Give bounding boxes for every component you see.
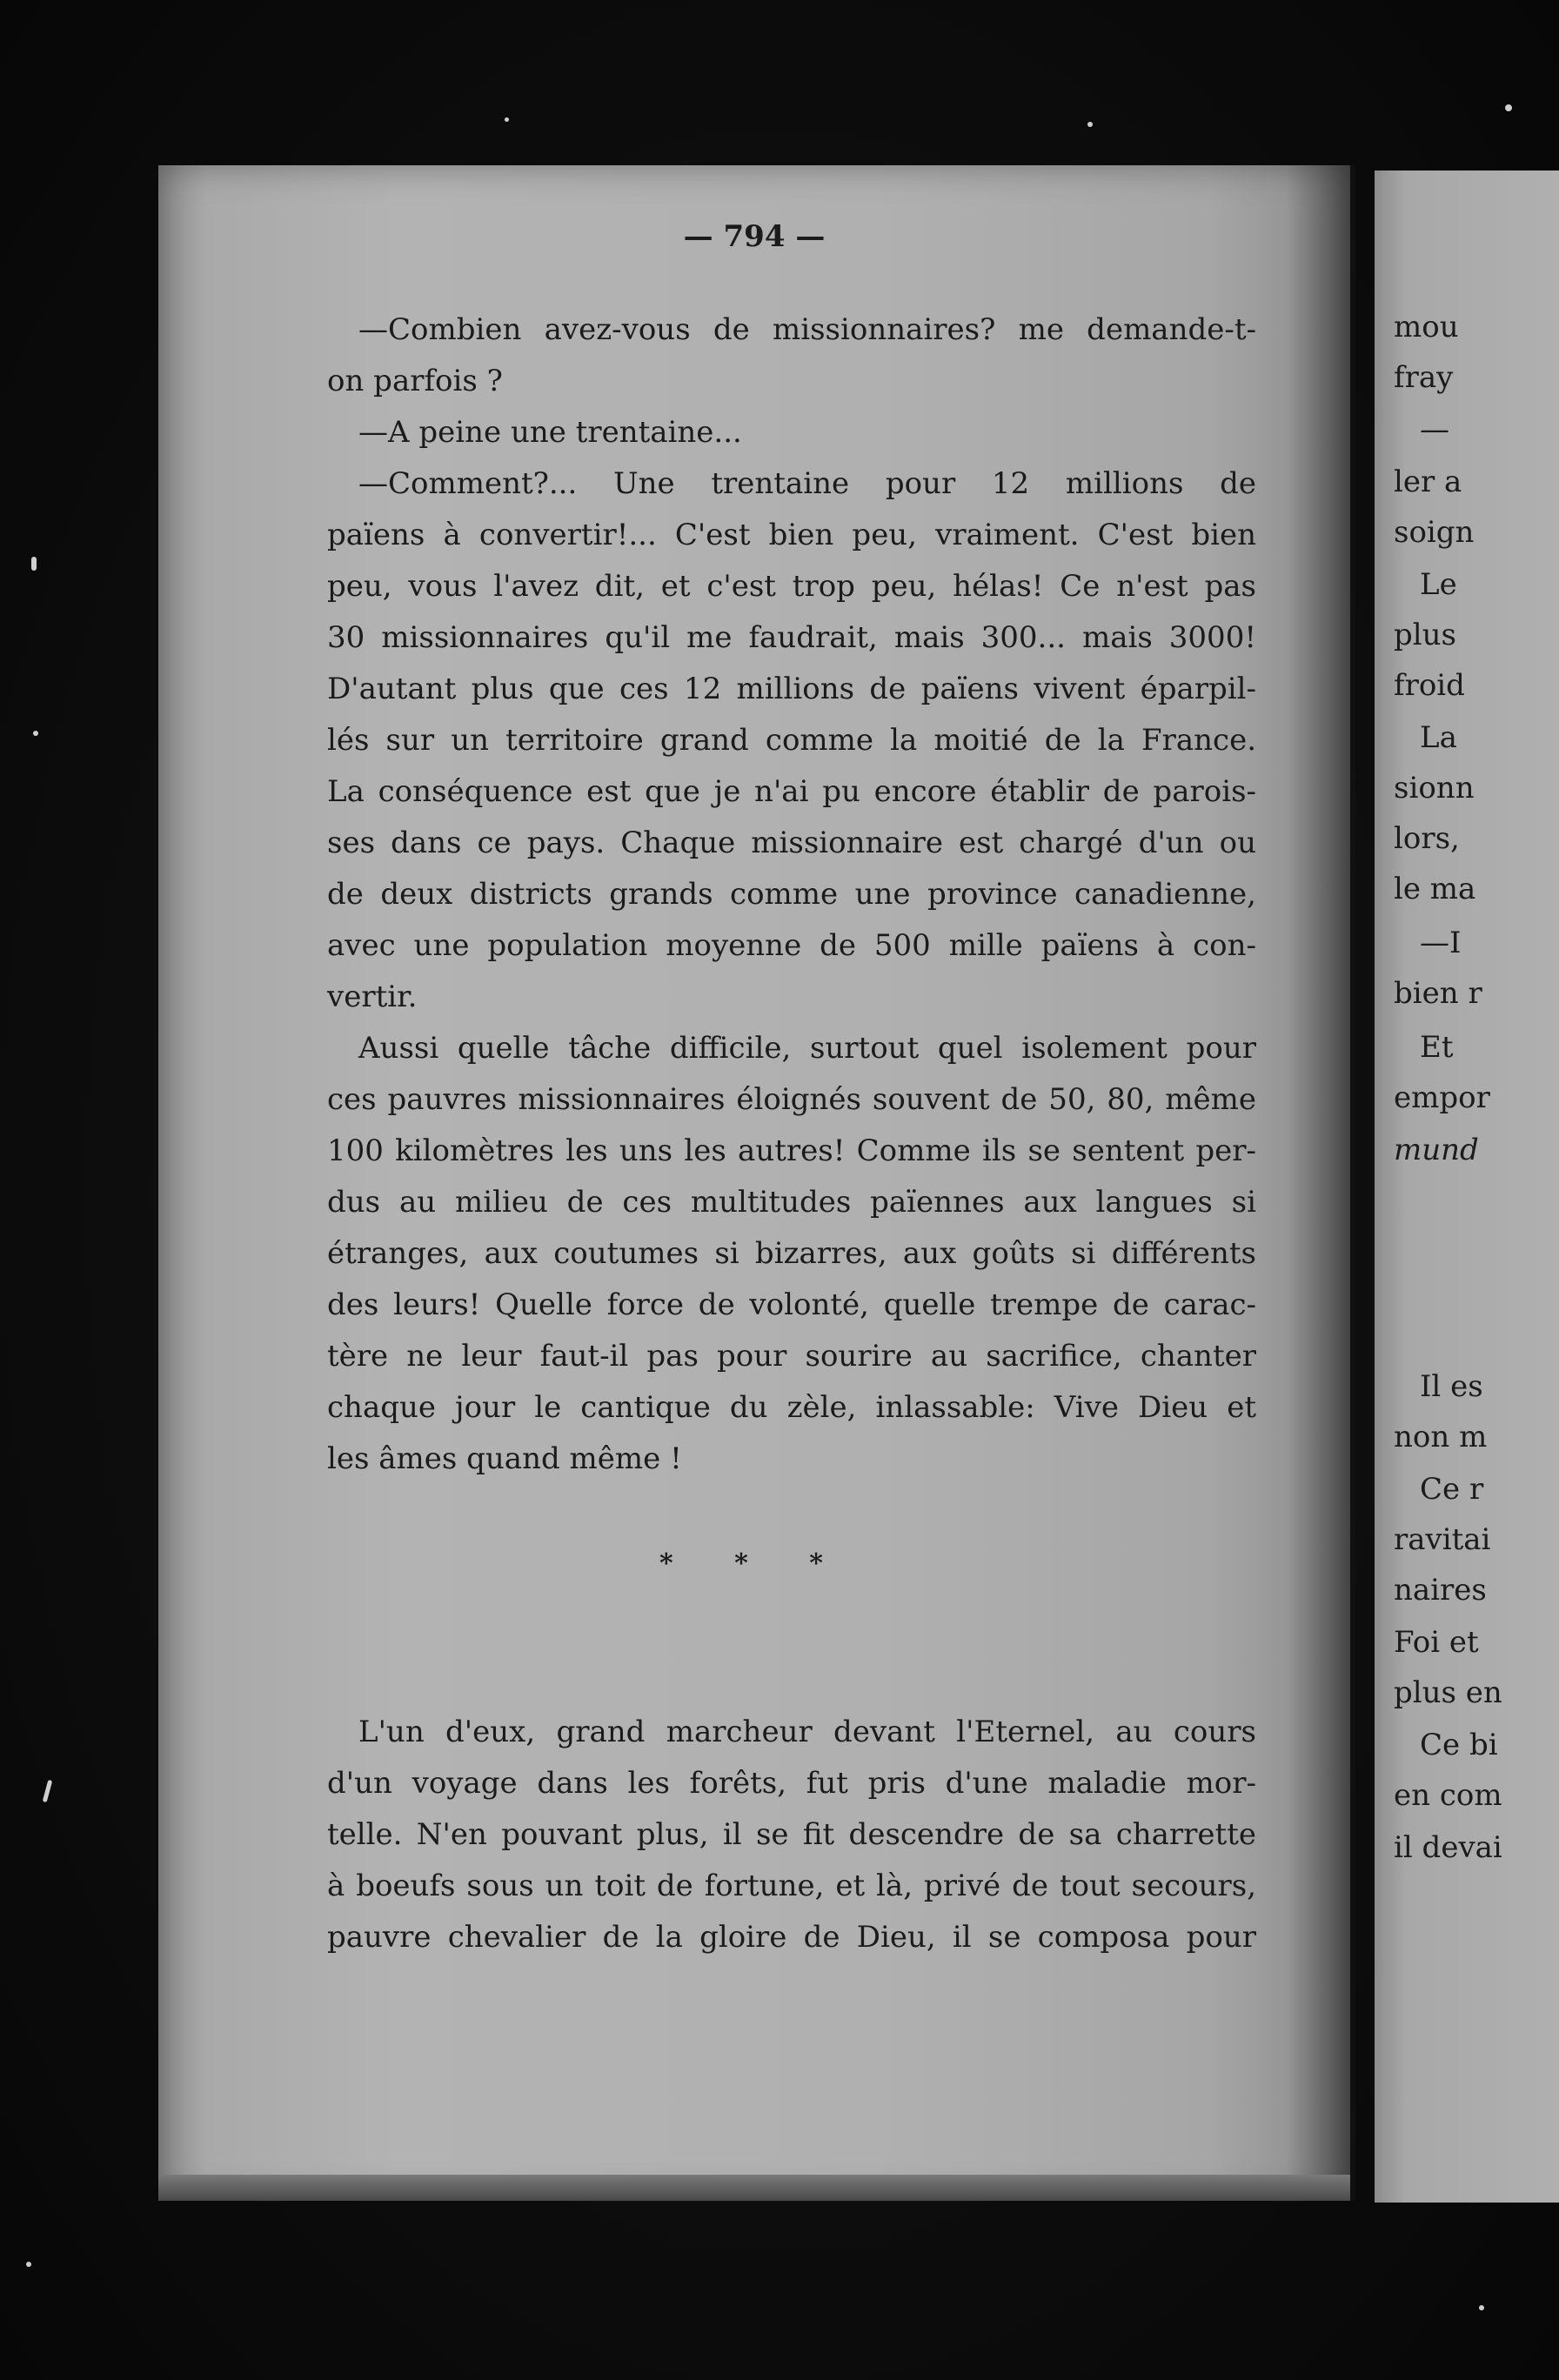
text-line: on parfois ?	[327, 364, 503, 398]
page-number: — 794 —	[683, 219, 826, 254]
page-gutter-shadow	[1286, 165, 1355, 2201]
text-line: de deux districts grands comme une province canadienne,	[327, 877, 1256, 912]
text-fragment: bien r	[1394, 976, 1482, 1011]
text-fragment: Ce bi	[1420, 1728, 1498, 1762]
text-fragment: naires	[1394, 1573, 1487, 1608]
text-fragment: en com	[1394, 1778, 1502, 1813]
section-separator: * * *	[659, 1548, 849, 1579]
text-line: avec une population moyenne de 500 mille païens à con-	[327, 928, 1256, 963]
text-line: tère ne leur faut-il pas pour sourire au sacrifice, chanter	[327, 1339, 1256, 1374]
text-line: D'autant plus que ces 12 millions de païens vivent éparpil-	[327, 672, 1256, 706]
text-fragment: —I	[1420, 926, 1462, 960]
text-line: étranges, aux coutumes si bizarres, aux goûts si différents	[327, 1236, 1256, 1271]
text-line: 30 missionnaires qu'il me faudrait, mais 300... mais 3000!	[327, 620, 1256, 655]
text-fragment: mund	[1394, 1133, 1479, 1167]
dust-speck	[1479, 2305, 1484, 2310]
text-line: dus au milieu de ces multitudes païennes aux langues si	[327, 1185, 1256, 1220]
text-fragment: soign	[1394, 515, 1475, 550]
text-line: L'un d'eux, grand marcheur devant l'Eternel, au cours	[358, 1715, 1256, 1749]
text-fragment: ravitai	[1394, 1522, 1491, 1557]
paragraph-1	[327, 304, 1256, 1485]
text-fragment: froid	[1394, 668, 1465, 703]
text-fragment: Il es	[1420, 1369, 1483, 1404]
text-line: ses dans ce pays. Chaque missionnaire est chargé d'un ou	[327, 826, 1256, 860]
dust-speck	[1505, 104, 1512, 111]
text-fragment: plus	[1394, 618, 1456, 652]
dust-speck	[31, 557, 37, 571]
text-line: des leurs! Quelle force de volonté, quelle trempe de carac-	[327, 1287, 1256, 1322]
text-fragment: mou	[1394, 310, 1459, 344]
text-line: telle. N'en pouvant plus, il se fit descendre de sa charrette	[327, 1817, 1256, 1852]
dust-speck	[43, 1780, 53, 1802]
text-fragment: lors,	[1394, 821, 1460, 856]
text-fragment: le ma	[1394, 872, 1476, 906]
text-line: 100 kilomètres les uns les autres! Comme ils se sentent per-	[327, 1133, 1256, 1168]
text-line: —A peine une trentaine...	[358, 415, 742, 450]
text-fragment: Le	[1420, 567, 1457, 602]
text-line: d'un voyage dans les forêts, fut pris d'une maladie mor-	[327, 1766, 1256, 1801]
right-page-partial	[1375, 170, 1559, 2203]
text-fragment: empor	[1394, 1080, 1490, 1115]
text-line: chaque jour le cantique du zèle, inlassable: Vive Dieu et	[327, 1390, 1256, 1425]
text-line: les âmes quand même !	[327, 1441, 682, 1476]
text-line: ces pauvres missionnaires éloignés souvent de 50, 80, même	[327, 1082, 1256, 1117]
dust-speck	[26, 2262, 31, 2267]
text-fragment: Ce r	[1420, 1472, 1484, 1507]
text-line: vertir.	[327, 979, 418, 1014]
dust-speck	[505, 117, 509, 122]
text-fragment: plus en	[1394, 1675, 1502, 1710]
dust-speck	[1087, 122, 1093, 127]
text-fragment: La	[1420, 720, 1457, 755]
text-line: —Comment?... Une trentaine pour 12 millions de	[358, 466, 1256, 501]
text-fragment: fray	[1394, 360, 1454, 395]
text-fragment: Et	[1420, 1030, 1454, 1065]
text-fragment: non m	[1394, 1420, 1488, 1454]
text-fragment: il devai	[1394, 1830, 1502, 1865]
page-bottom-edge	[158, 2175, 1350, 2201]
text-line: païens à convertir!... C'est bien peu, vraiment. C'est bien	[327, 518, 1256, 552]
text-line: peu, vous l'avez dit, et c'est trop peu, hélas! Ce n'est pas	[327, 569, 1256, 604]
text-line: à boeufs sous un toit de fortune, et là, privé de tout secours,	[327, 1869, 1256, 1903]
dust-speck	[33, 731, 38, 736]
text-line: lés sur un territoire grand comme la moitié de la France.	[327, 723, 1256, 758]
text-line: La conséquence est que je n'ai pu encore établir de parois-	[327, 774, 1256, 809]
text-line: pauvre chevalier de la gloire de Dieu, il se composa pour	[327, 1920, 1256, 1955]
text-line: Aussi quelle tâche difficile, surtout quel isolement pour	[358, 1031, 1256, 1066]
text-fragment: Foi et	[1394, 1625, 1479, 1660]
text-line: —Combien avez-vous de missionnaires? me demande-t-	[358, 312, 1256, 347]
left-page	[158, 165, 1350, 2201]
paragraph-5	[327, 1707, 1256, 1963]
text-fragment: ler a	[1394, 465, 1462, 499]
text-fragment: sionn	[1394, 771, 1475, 806]
text-fragment: —	[1420, 412, 1449, 447]
